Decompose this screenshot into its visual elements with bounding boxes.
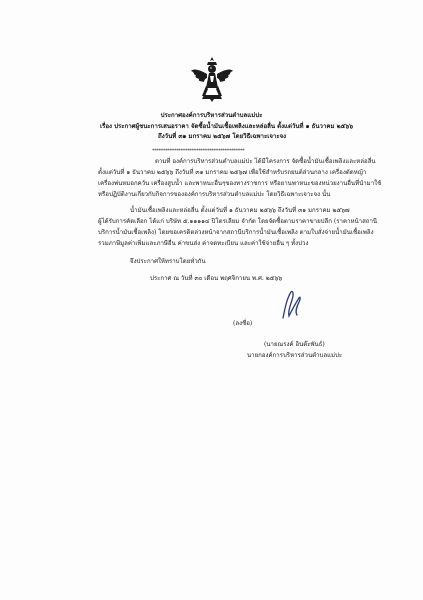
- signer-position: นายกองค์การบริหารส่วนตำบลแม่ปะ: [247, 352, 343, 359]
- para1-line-2: ตั้งแต่วันที่ ๑ ธันวาคม ๒๕๖๖ ถึงวันที่ ๓๑ มกราคม ๒๕๖๗ เพื่อใช้สำหรับรถยนต์ส่วนกลาง เครื่องตัดหญ้า: [98, 169, 367, 176]
- para2-line-2: ผู้ได้รับการคัดเลือก ได้แก่ บริษัท ๕.๑๑๑๑๔ ปิโตรเลียม จำกัด โดยจัดซื้อตามราคาขายปลีก (ราคาหน้าสถานี: [98, 218, 378, 225]
- separator-stars: ******************************************: [152, 148, 245, 154]
- subject-line-2: ถึงวันที่ ๓๑ มกราคม ๒๕๖๗ โดยวิธีเฉพาะเจาะจง: [158, 133, 287, 140]
- para1-line-1: ตามที่ องค์การบริหารส่วนตำบลแม่ปะ ได้มีโครงการ จัดซื้อน้ำมันเชื้อเพลิงและหล่อลื่น: [155, 158, 376, 165]
- subject-line-1: เรื่อง ประกาศผู้ชนะการเสนอราคา จัดซื้อน้ำมันเชื้อเพลิงและหล่อลื่น ตั้งแต่วันที่ ๑ ธันวาคม ๒๕๖๖: [100, 123, 353, 130]
- para1-line-4: หรือปฏิบัติงานเกี่ยวกับกิจการขององค์การบริหารส่วนตำบลแม่ปะ โดยวิธีเฉพาะเจาะจง นั้น: [98, 191, 331, 198]
- announce-text: จึงประกาศให้ทราบโดยทั่วกัน: [130, 258, 206, 265]
- para2-line-3: บริการน้ำมันเชื้อเพลิง) โดยขอเครดิตล่วงหน้าจากสถานีบริการน้ำมันเชื้อเพลิง ตามใบสั่งจ่ายน้ำมันเชื้อเพลิง: [98, 229, 374, 236]
- org-title: ประกาศองค์การบริหารส่วนตำบลแม่ปะ: [160, 112, 263, 119]
- handwritten-signature: [275, 288, 305, 320]
- date-line: ประกาศ ณ วันที่ ๓๐ เดือน พฤศจิกายน พ.ศ. ๒๕๖๖: [150, 275, 283, 282]
- para1-line-3: เครื่องพ่นหมอกควัน เครื่องสูบน้ำ และพาหนะอื่นๆของทางราชการ หรือยานพาหนะของหน่วยงานอื่นที่นำมาใช้: [98, 180, 382, 187]
- signer-name: (นายณรงค์ อินต๊ะพันธ์): [264, 341, 325, 348]
- para2-line-1: น้ำมันเชื้อเพลิงและหล่อลื่น ตั้งแต่วันที่ ๑ ธันวาคม ๒๕๖๖ ถึงวันที่ ๓๑ มกราคม ๒๕๖๗: [130, 207, 350, 214]
- garuda-emblem: [190, 56, 234, 102]
- signed-label: (ลงชื่อ): [233, 320, 253, 327]
- para2-line-4: รวมภาษีมูลค่าเพิ่มและภาษีอื่น ค่าขนส่ง ค่าจดทะเบียน และค่าใช้จ่ายอื่น ๆ ทั้งปวง: [98, 240, 309, 247]
